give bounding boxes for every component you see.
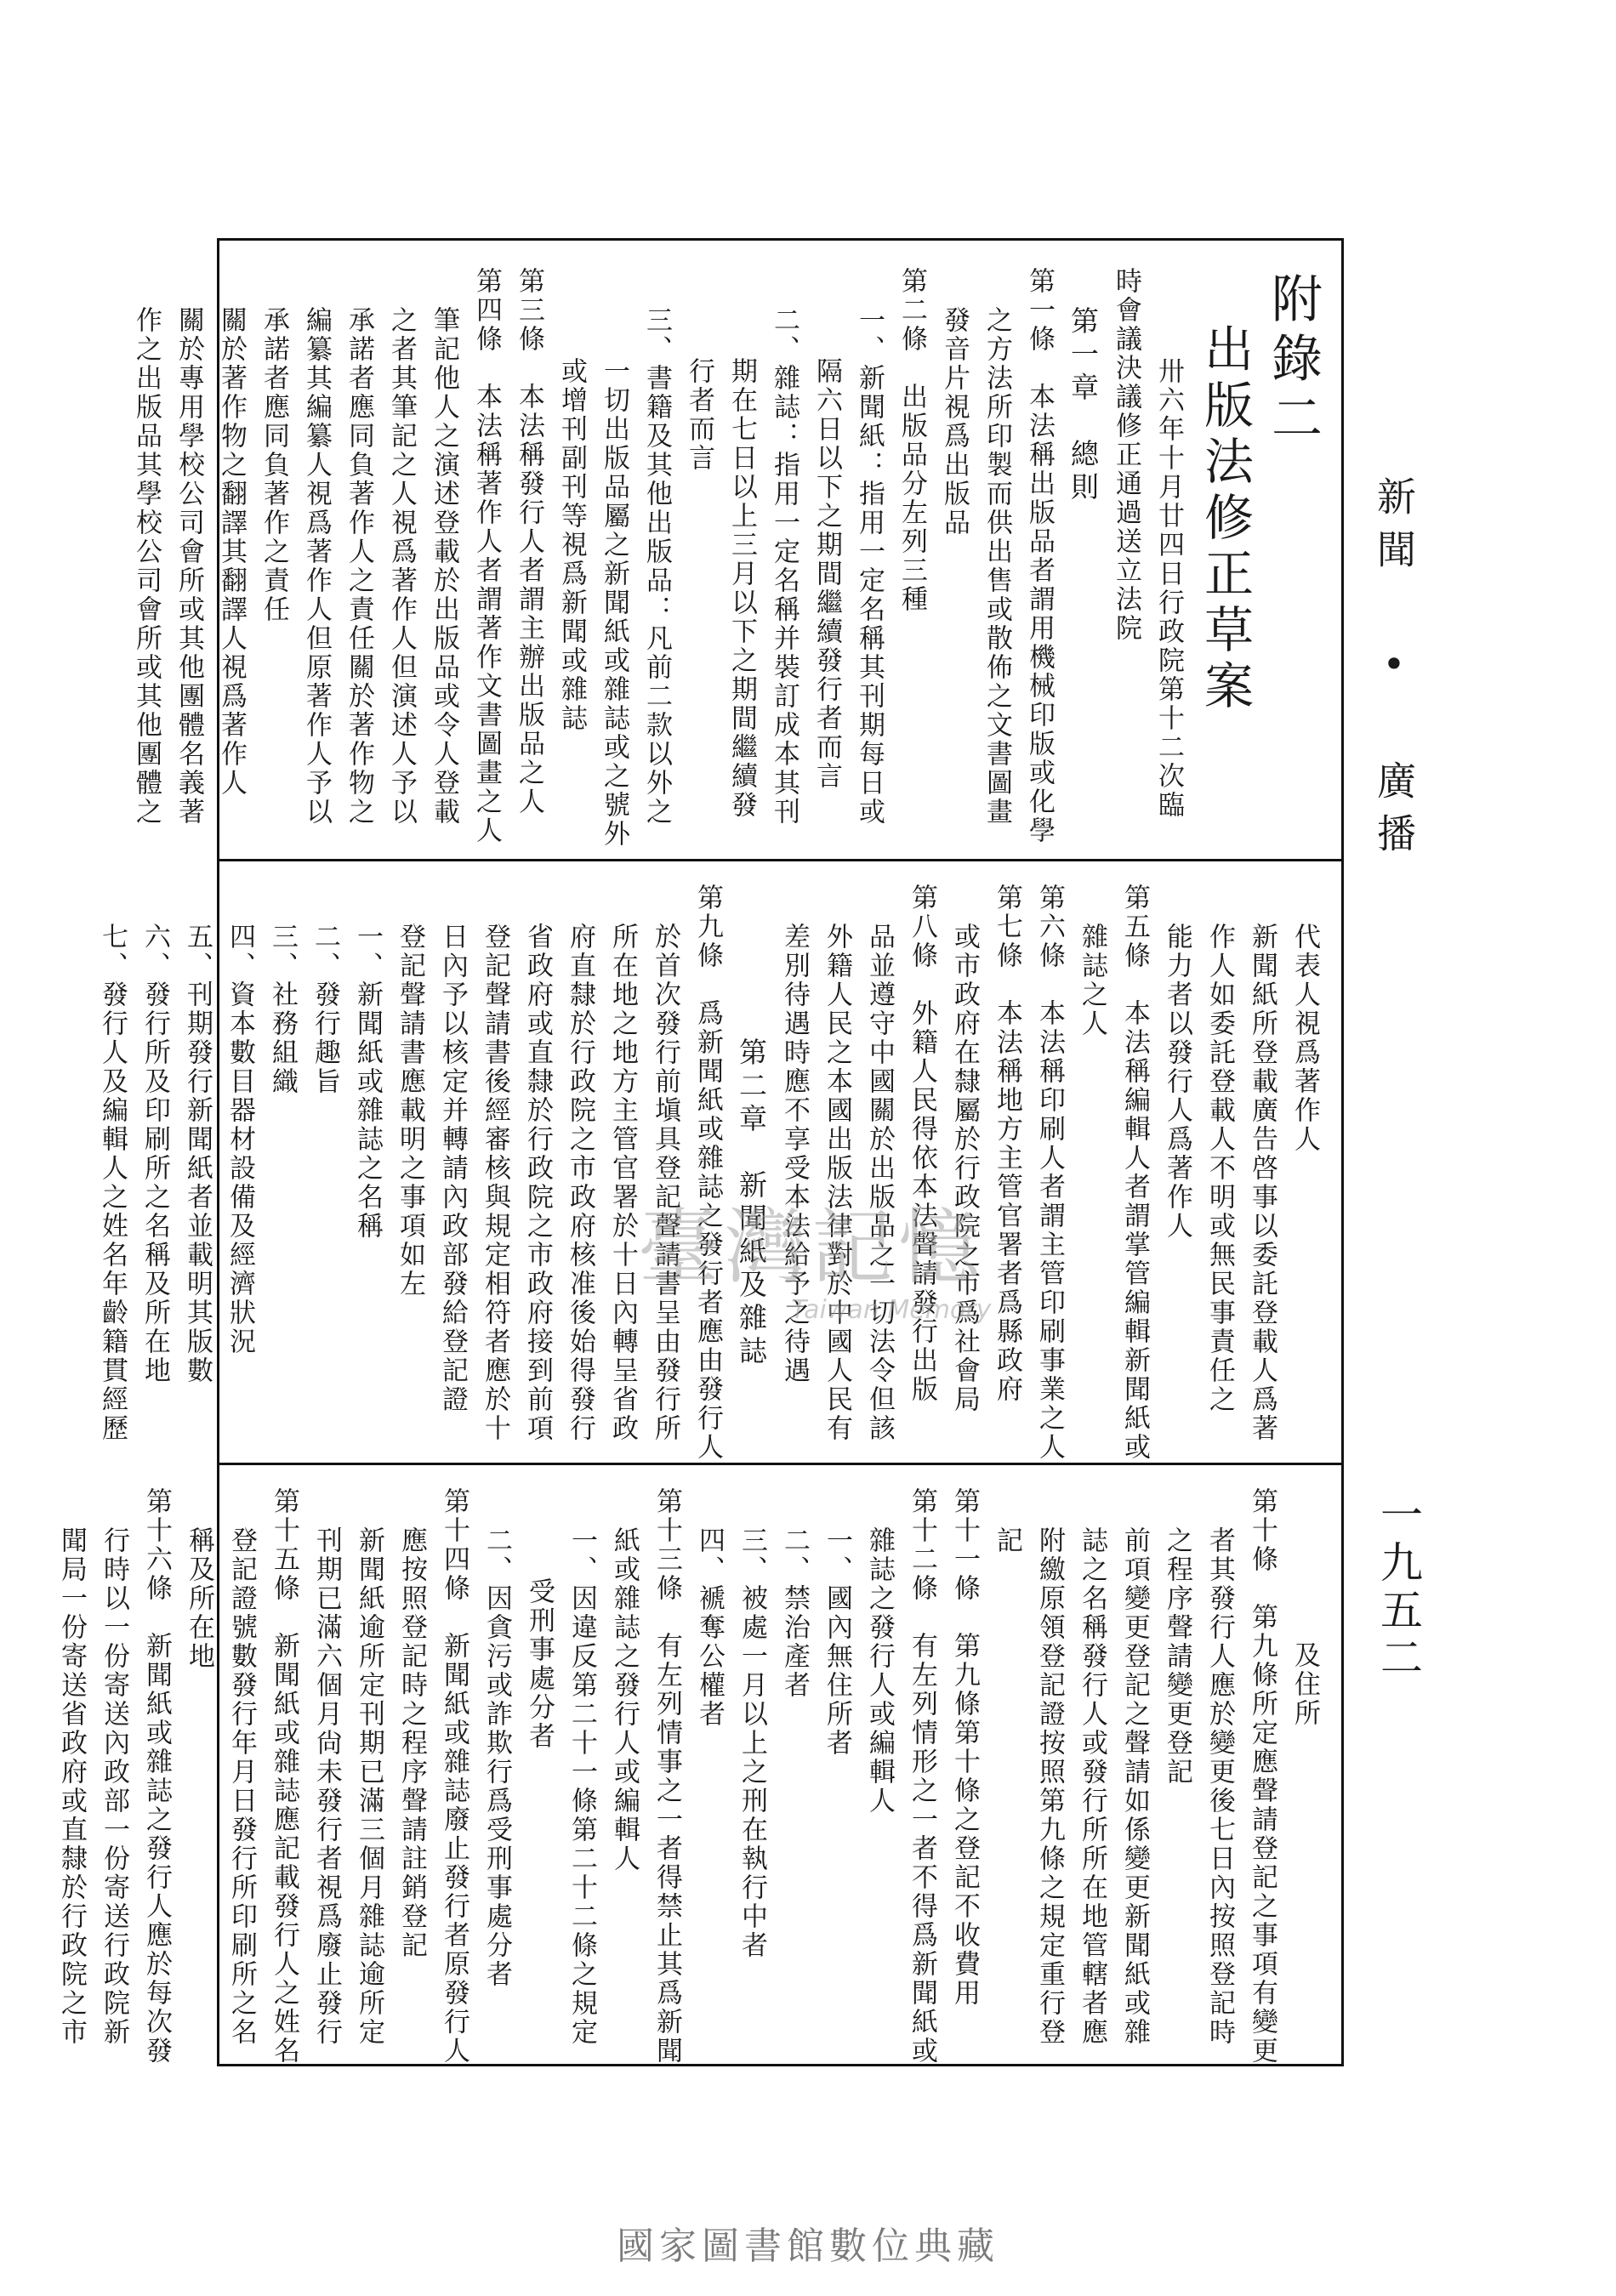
text-column: 刊期已滿六個月尙未發行者視爲廢止發行 <box>311 1526 342 2047</box>
text-column: 承諾者應同負著作之責任 <box>259 306 289 624</box>
text-column: 第八條 外籍人民得依本法聲請發行出版 <box>907 884 937 1404</box>
text-column: 二、發行趣旨 <box>310 923 340 1096</box>
section-middle <box>97 872 1344 1462</box>
text-column: 第十六條 新聞紙或雜誌之發行人應於每次發 <box>141 1487 172 2066</box>
text-column: 一、國內無住所者 <box>822 1526 852 1758</box>
text-column: 差別待遇時應不享受本法給予之待遇 <box>779 923 810 1385</box>
text-column: 六、發行所及印刷所之名稱及所在地 <box>139 923 170 1385</box>
text-column: 第六條 本法稱印刷人者謂主管印刷事業之人 <box>1034 884 1065 1462</box>
chapter-heading: 第一章 總則 <box>1067 306 1100 505</box>
text-column: 第五條 本法稱編輯人者謂掌管編輯新聞紙或 <box>1119 884 1150 1462</box>
section-divider-top <box>217 859 1344 861</box>
text-column: 關於專用學校公司會所或其他團體名義著 <box>174 306 204 827</box>
watermark-logo <box>629 1182 1055 1344</box>
text-column: 記 <box>992 1526 1022 1555</box>
text-column: 應按照登記時之程序聲請註銷登記 <box>396 1526 427 1960</box>
text-column: 及住所 <box>1289 1641 1320 1728</box>
text-column: 第十二條 有左列情形之一者不得爲新聞紙或 <box>907 1487 937 2066</box>
text-column: 之者其筆記之人視爲著作人但演述人予以 <box>386 306 417 827</box>
text-column: 或市政府在隸屬於行政院之市爲社會局 <box>949 923 980 1414</box>
text-column: 前項變更登記之聲請如係變更新聞紙或雜 <box>1119 1526 1150 2047</box>
text-column: 登記證號數發行年月日發行所印刷所之名 <box>226 1526 257 2047</box>
text-column: 四、資本數目器材設備及經濟狀況 <box>225 923 255 1356</box>
text-column: 七、發行人及編輯人之姓名年齡籍貫經歷 <box>97 923 128 1443</box>
text-column: 承諾者應同負著作人之責任關於著作物之 <box>344 306 374 827</box>
text-column: 一、因違反第二十一條第二十二條之規定 <box>566 1526 597 2047</box>
footer-credit: 國家圖書館數位典藏 <box>617 2225 999 2268</box>
text-column: 三、社務組織 <box>267 923 298 1096</box>
text-column: 第四條 本法稱著作人者謂著作文書圖畫之人 <box>471 267 502 845</box>
text-column: 行時以一份寄送內政部一份寄送行政院新 <box>99 1526 129 2047</box>
text-column: 省政府或直隸於行政院之市政府接到前項 <box>522 923 553 1443</box>
text-column: 第九條 爲新聞紙或雜誌之發行者應由發行人 <box>692 884 723 1462</box>
law-title: 出版法修正草案 <box>1196 323 1254 716</box>
text-column: 者其發行人應於變更後七日內按照登記時 <box>1204 1526 1235 2047</box>
text-column: 受刑事處分者 <box>524 1577 555 1751</box>
text-column: 登記聲請書應載明之事項如左 <box>395 923 425 1299</box>
text-column: 一切出版品屬之新聞紙或雜誌或之號外 <box>599 357 629 849</box>
text-column: 三、被處一月以上之刑在執行中者 <box>737 1526 767 1960</box>
text-column: 第十四條 新聞紙或雜誌廢止發行者原發行人 <box>439 1487 469 2066</box>
top-columns <box>128 255 1323 850</box>
text-column: 或增刊副刊等視爲新聞或雜誌 <box>556 357 587 733</box>
section-divider-bottom <box>217 1463 1344 1465</box>
text-column: 之程序聲請變更登記 <box>1162 1526 1192 1787</box>
bottom-columns <box>53 1475 1323 2066</box>
text-column: 登記聲請書後經審核與規定相符者應於十 <box>480 923 510 1443</box>
text-column: 第十三條 有左列情事之一者得禁止其爲新聞 <box>652 1487 682 2066</box>
text-column: 五、刊期發行新聞紙者並載明其版數 <box>182 923 213 1385</box>
text-column: 期在七日以上三月以下之期間繼續發 <box>726 357 757 820</box>
text-column: 一、新聞紙：指用一定名稱其刊期每日或 <box>854 306 885 827</box>
text-column: 第十一條 第九條第十條之登記不收費用 <box>949 1487 980 2008</box>
text-column: 第十五條 新聞紙或雜誌應記載發行人之姓名 <box>269 1487 299 2066</box>
text-column: 聞局一份寄送省政府或直隸於行政院之市 <box>56 1526 87 2047</box>
watermark-text: 臺灣記憶 <box>638 1200 985 1295</box>
text-column: 第一條 本法稱出版品者謂用機械印版或化學 <box>1024 267 1055 845</box>
text-column: 編纂其編纂人視爲著作人但原著作人予以 <box>301 306 332 827</box>
text-column: 能力者以發行人爲著作人 <box>1162 923 1192 1241</box>
page-number: 一九五二 <box>1374 1492 1423 1683</box>
text-column: 三、書籍及其他出版品：凡前二款以外之 <box>641 306 672 827</box>
text-column: 四、褫奪公權者 <box>694 1526 725 1729</box>
watermark-subtitle: Taiwan Memory <box>791 1295 992 1325</box>
middle-columns <box>94 872 1323 1462</box>
section-bottom <box>56 1475 1344 2066</box>
text-column: 二、因貪污或詐欺行爲受刑事處分者 <box>481 1526 512 1989</box>
text-column: 二、禁治產者 <box>779 1526 810 1700</box>
text-column: 作人如委託登載人不明或無民事責任之 <box>1204 923 1235 1414</box>
text-column: 一、新聞紙或雜誌之名稱 <box>352 923 383 1241</box>
text-column: 外籍人民之本國出版法律對於中國人民有 <box>822 923 852 1443</box>
appendix-title: 附錄二 <box>1263 272 1323 451</box>
text-column: 第三條 本法稱發行人者謂主辦出版品之人 <box>514 267 544 816</box>
text-column: 品並遵守中國關於出版品之一切法令但該 <box>864 923 895 1443</box>
text-column: 之方法所印製而供出售或散佈之文書圖畫 <box>982 306 1012 827</box>
text-column: 誌之名稱發行人或發行所所在地管轄者應 <box>1077 1526 1107 2047</box>
text-column: 所在地之地方主管官署於十日內轉呈省政 <box>607 923 638 1443</box>
text-column: 時會議決議修正通過送立法院 <box>1111 267 1141 643</box>
text-column: 隔六日以下之期間繼續發行者而言 <box>811 357 842 791</box>
text-column: 關於著作物之翻譯其翻譯人視爲著作人 <box>216 306 247 798</box>
text-column: 雜誌之發行人或編輯人 <box>864 1526 895 1816</box>
text-column: 二、雜誌：指用一定名稱并裝訂成本其刊 <box>769 306 799 827</box>
text-column: 筆記他人之演述登載於出版品或令人登載 <box>429 306 459 827</box>
text-column: 日內予以核定并轉請內政部發給登記證 <box>437 923 468 1414</box>
text-column: 代表人視爲著作人 <box>1289 923 1320 1154</box>
text-column: 稱及所在地 <box>184 1526 214 1671</box>
text-column: 府直隸於行政院之市政府核准後始得發行 <box>565 923 595 1443</box>
text-column: 紙或雜誌之發行人或編輯人 <box>609 1526 640 1873</box>
text-column: 發音片視爲出版品 <box>939 306 970 537</box>
text-column: 作之出版品其學校公司會所或其他團體之 <box>131 306 162 827</box>
text-column: 第二條 出版品分左列三種 <box>896 267 927 614</box>
text-column: 於首次發行前塡具登記聲請書呈由發行所 <box>650 923 680 1443</box>
text-column: 行者而言 <box>684 357 714 473</box>
chapter-heading: 第二章 新聞紙及雜誌 <box>735 1037 768 1369</box>
text-column: 第七條 本法稱地方主管官署者爲縣政府 <box>992 884 1022 1404</box>
text-column: 新聞紙所登載廣告啓事以委託登載人爲著 <box>1247 923 1277 1443</box>
text-column: 附繳原領登記證按照第九條之規定重行登 <box>1034 1526 1065 2047</box>
text-column: 雜誌之人 <box>1077 923 1107 1038</box>
text-column: 卅六年十月廿四日行政院第十二次臨 <box>1153 357 1184 820</box>
text-column: 新聞紙逾所定刊期已滿三個月雜誌逾所定 <box>354 1526 384 2047</box>
running-head: 新聞 • 廣播 <box>1371 476 1417 866</box>
section-top <box>131 255 1344 850</box>
text-column: 第十條 第九條所定應聲請登記之事項有變更 <box>1247 1487 1277 2066</box>
